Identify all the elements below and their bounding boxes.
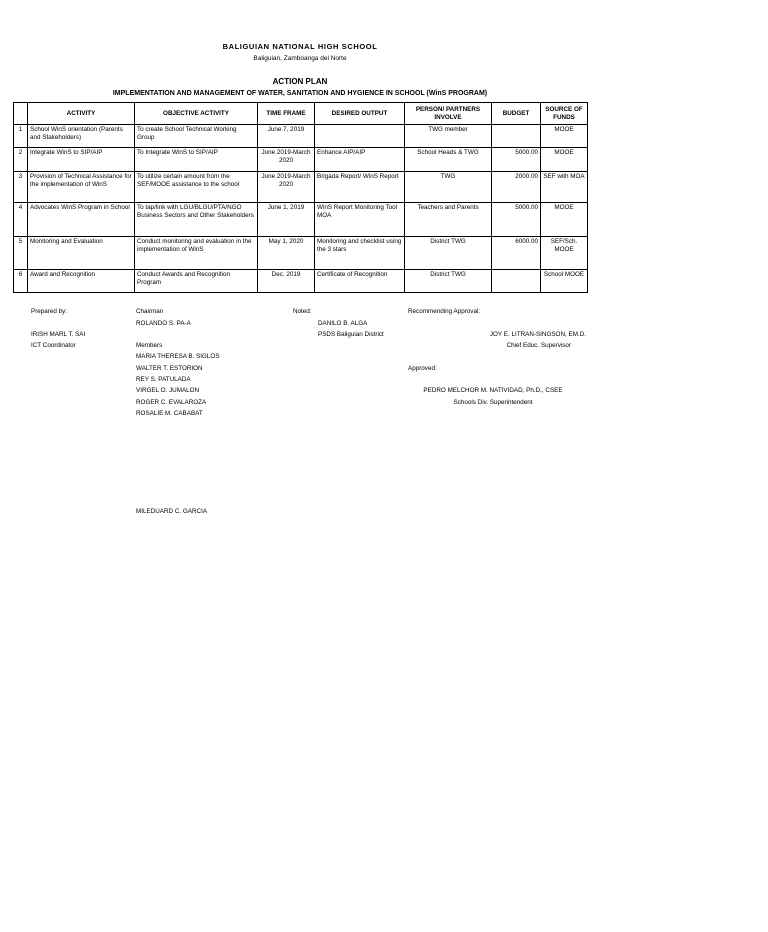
approved-label: Approved: (408, 365, 437, 372)
activity-cell: Provision of Technical Assistance for the implementation of WinS (28, 172, 135, 203)
noted-name: DANILO B. ALGA (318, 320, 368, 327)
member-name: ROGER C. EVALAROZA (136, 399, 207, 406)
row-number: 6 (14, 270, 28, 293)
objective-cell: To create School Technical Working Group (135, 125, 258, 148)
time-frame-cell: June 7, 2019 (258, 125, 315, 148)
action-plan-table (13, 102, 588, 293)
column-header-number (14, 103, 28, 125)
table-row (14, 172, 588, 203)
objective-cell: Conduct monitoring and evaluation in the implementation of WinS (135, 237, 258, 270)
time-frame-cell: Dec. 2019 (258, 270, 315, 293)
funds-cell: SEF/Sch. MOOE (541, 237, 588, 270)
desired-output-cell: Monitoring and checklist using the 3 stars (315, 237, 405, 270)
column-header-objective: OBJECTIVE ACTIVITY (135, 103, 258, 125)
recommending-title: Chief Educ. Supervisor (506, 342, 571, 349)
member-name: WALTER T. ESTORION (136, 365, 203, 372)
budget-cell: 6000.00 (492, 237, 541, 270)
funds-cell: MOOE (541, 125, 588, 148)
objective-cell: To utilize certain amount from the SEF/MOOE assistance to the school (135, 172, 258, 203)
persons-cell: District TWG (405, 270, 492, 293)
budget-cell: 5000.00 (492, 203, 541, 237)
prepared-by-name: IRISH MARL T. SAI (31, 331, 86, 338)
column-header-budget: BUDGET (492, 103, 541, 125)
table-row (14, 237, 588, 270)
objective-cell: Conduct Awards and Recognition Program (135, 270, 258, 293)
budget-cell: 2000.00 (492, 172, 541, 203)
noted-title: PSDS Baliguian District (318, 331, 384, 338)
row-number: 4 (14, 203, 28, 237)
table-header-row (14, 103, 588, 125)
time-frame-cell: June 1, 2019 (258, 203, 315, 237)
prepared-by-label: Prepared by: (31, 308, 68, 315)
time-frame-cell: June 2019-March 2020 (258, 172, 315, 203)
persons-cell: District TWG (405, 237, 492, 270)
row-number: 2 (14, 148, 28, 172)
activity-cell: Monitoring and Evaluation (28, 237, 135, 270)
desired-output-cell: Enhance AIP/AIP (315, 148, 405, 172)
column-header-time-frame: TIME FRAME (258, 103, 315, 125)
activity-cell: School WinS orientation (Parents and Stakeholders) (28, 125, 135, 148)
column-header-desired-output: DESIRED OUTPUT (315, 103, 405, 125)
chairman-label: Chairman (136, 308, 164, 315)
activity-cell: Award and Recognition (28, 270, 135, 293)
member-name: MARIA THERESA B. SIGLOS (136, 353, 220, 360)
member-name: REY S. PATULADA (136, 376, 191, 383)
recommending-name: JOY E. LITRAN-SINGSON, EM.D. (489, 331, 586, 338)
school-address: Baliguian, Zamboanga del Norte (253, 55, 347, 62)
persons-cell: Teachers and Parents (405, 203, 492, 237)
objective-cell: To Integrate WinS to SIP/AIP (135, 148, 258, 172)
time-frame-cell: May 1, 2020 (258, 237, 315, 270)
funds-cell: MOOE (541, 148, 588, 172)
member-name: ROSALIE M. CABABAT (136, 410, 203, 417)
objective-cell: To tap/link with LGU/BLGU/PTA/NGO Business Sectors and Other Stakeholders (135, 203, 258, 237)
table-row (14, 148, 588, 172)
approved-title: Schools Div. Superintendent (453, 399, 533, 406)
row-number: 3 (14, 172, 28, 203)
table-row (14, 203, 588, 237)
budget-cell: 5000.00 (492, 148, 541, 172)
column-header-persons: PERSON/ PARTNERS INVOLVE (405, 103, 492, 125)
funds-cell: MOOE (541, 203, 588, 237)
column-header-activity: ACTIVITY (28, 103, 135, 125)
document-subtitle: IMPLEMENTATION AND MANAGEMENT OF WATER, SANITATION AND HYGIENCE IN SCHOOL (WinS PROGRAM) (112, 90, 488, 97)
activity-cell: Advocates WinS Program in School (28, 203, 135, 237)
additional-signatory-name: MILEDUARD C. GARCIA (136, 508, 208, 515)
chairman-name: ROLANDO S. PA-A (136, 320, 191, 327)
persons-cell: TWG (405, 172, 492, 203)
noted-label: Noted: (293, 308, 312, 315)
budget-cell (492, 125, 541, 148)
row-number: 1 (14, 125, 28, 148)
members-label: Members (136, 342, 163, 349)
member-name: VIRGEL O. JUMALON (136, 387, 200, 394)
persons-cell: School Heads & TWG (405, 148, 492, 172)
persons-cell: TWG member (405, 125, 492, 148)
prepared-by-title: ICT Coordinator (31, 342, 76, 349)
recommending-approval-label: Recommending Approval: (408, 308, 481, 315)
column-header-funds: SOURCE OF FUNDS (541, 103, 588, 125)
school-name: BALIGUIAN NATIONAL HIGH SCHOOL (222, 42, 378, 51)
time-frame-cell: June 2019-March 2020 (258, 148, 315, 172)
funds-cell: SEF with MOA (541, 172, 588, 203)
desired-output-cell: Certificate of Recognition (315, 270, 405, 293)
desired-output-cell: Brigada Report/ WinS Report (315, 172, 405, 203)
desired-output-cell (315, 125, 405, 148)
approved-name: PEDRO MELCHOR M. NATIVIDAD, Ph.D., CSEE (423, 387, 563, 394)
row-number: 5 (14, 237, 28, 270)
table-row (14, 125, 588, 148)
desired-output-cell: WinS Report Monitoring Tool MOA (315, 203, 405, 237)
funds-cell: School MOOE (541, 270, 588, 293)
budget-cell (492, 270, 541, 293)
document-title: ACTION PLAN (272, 77, 328, 86)
activity-cell: Integrate WinS to SIP/AIP (28, 148, 135, 172)
table-row (14, 270, 588, 293)
